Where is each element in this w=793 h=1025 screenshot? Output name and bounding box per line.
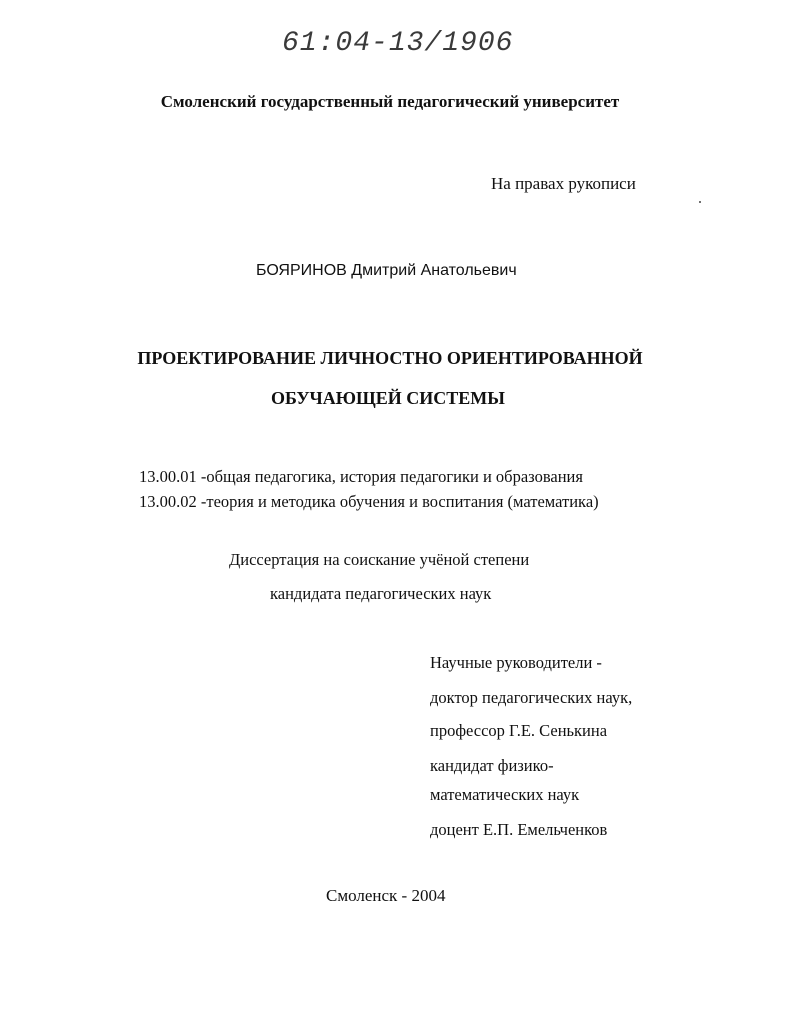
city-and-year: Смоленск - 2004 (326, 886, 446, 905)
manuscript-rights-note: На правах рукописи (491, 174, 636, 193)
advisors-heading: Научные руководители - (430, 653, 602, 672)
advisor-1-degree: доктор педагогических наук, (430, 688, 633, 707)
advisor-2-degree-line-2: математических наук (430, 785, 580, 804)
specialty-code-1: 13.00.01 -общая педагогика, история педагогики и образования (139, 467, 583, 486)
advisor-2-name: доцент Е.П. Емельченков (430, 820, 608, 839)
scan-speck (699, 201, 701, 203)
degree-statement-line-1: Диссертация на соискание учёной степени (229, 550, 530, 569)
degree-statement-line-2: кандидата педагогических наук (270, 584, 492, 603)
catalog-number: 61:04-13/1906 (282, 28, 514, 59)
university-name: Смоленский государственный педагогический университет (160, 92, 620, 111)
dissertation-title-line-1: ПРОЕКТИРОВАНИЕ ЛИЧНОСТНО ОРИЕНТИРОВАННОЙ (137, 348, 643, 368)
dissertation-title-line-2: ОБУЧАЮЩЕЙ СИСТЕМЫ (271, 388, 505, 408)
specialty-code-2: 13.00.02 -теория и методика обучения и воспитания (математика) (139, 492, 599, 511)
advisor-2-degree-line-1: кандидат физико- (430, 756, 554, 775)
author-name: БОЯРИНОВ Дмитрий Анатольевич (256, 262, 517, 279)
advisor-1-name: профессор Г.Е. Сенькина (430, 721, 608, 740)
